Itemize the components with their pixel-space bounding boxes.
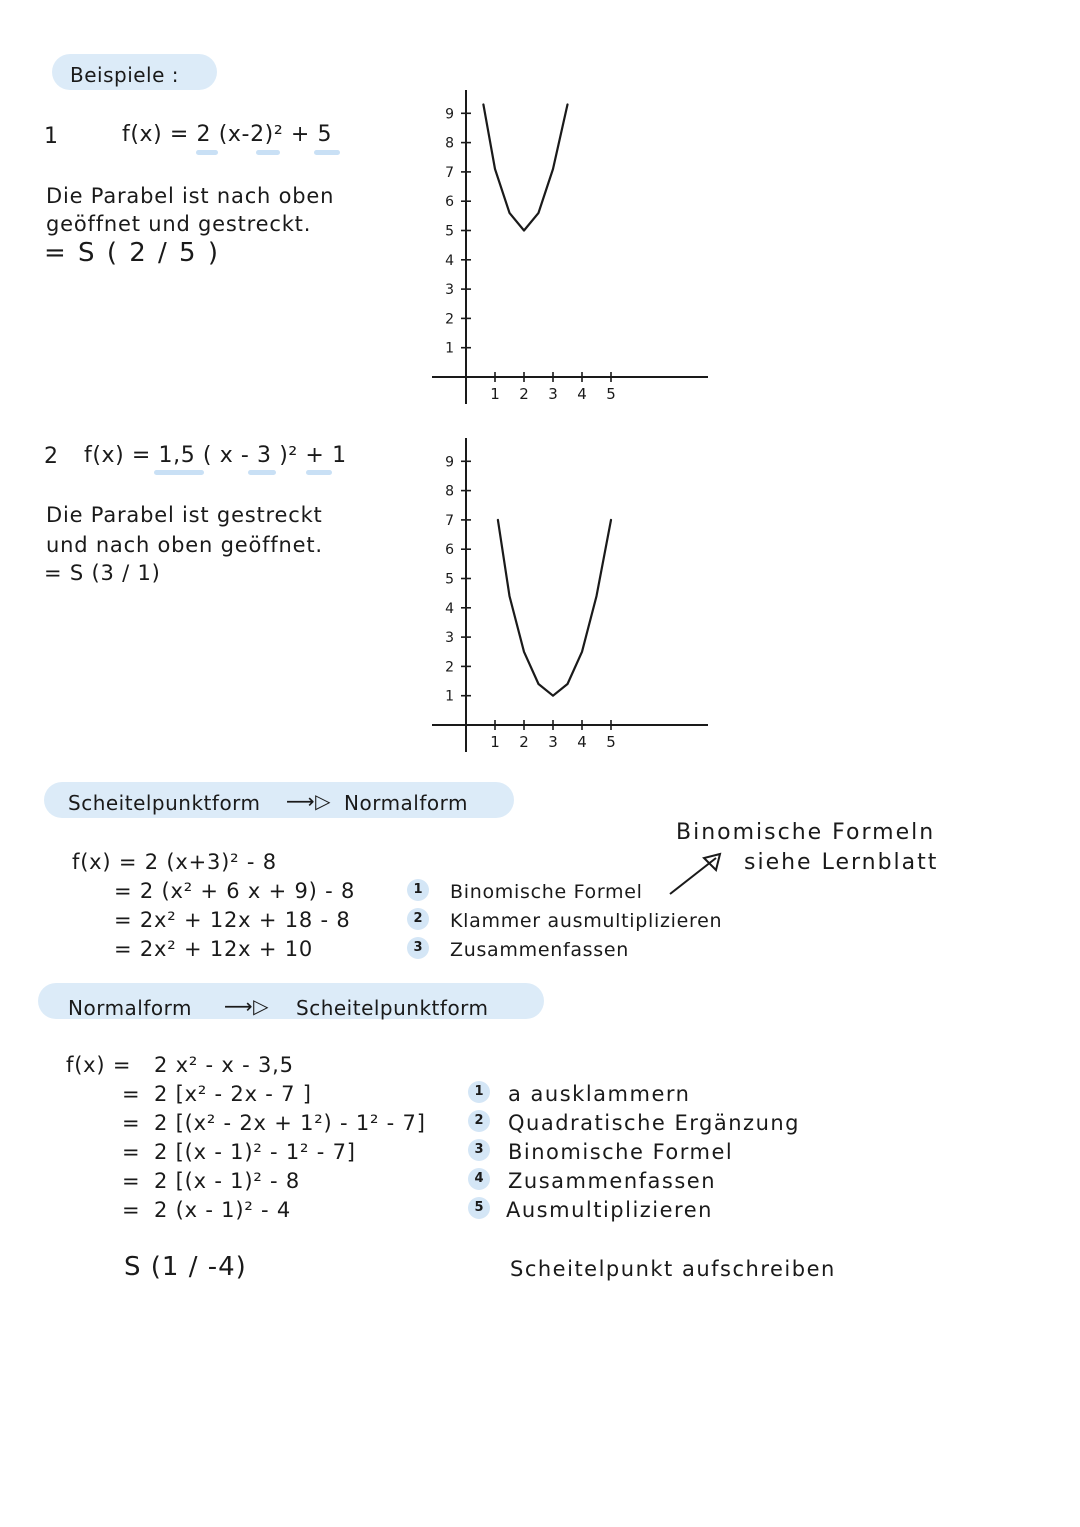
y-tick-label-9: 9	[445, 454, 454, 471]
n2s-step-5: 2 [(x - 1)² - 8	[154, 1169, 301, 1193]
highlight-a2	[154, 470, 204, 475]
n2s-note-3-badge: 3	[468, 1139, 490, 1161]
y-tick-label-1: 1	[445, 340, 454, 357]
n2s-eq-3: =	[122, 1111, 141, 1135]
parabola-curve-1	[483, 105, 567, 231]
n2s-vertex-note: Scheitelpunkt aufschreiben	[510, 1257, 836, 1281]
section-s2n-to: Normalform	[344, 791, 468, 815]
parabola-chart-2	[420, 430, 720, 760]
x-tick-label-2: 2	[519, 385, 529, 403]
s2n-note-2: Klammer ausmultiplizieren	[450, 910, 723, 932]
n2s-note-4: Zusammenfassen	[508, 1169, 717, 1193]
s2n-note-3: Zusammenfassen	[450, 939, 630, 961]
highlight-e2	[306, 470, 332, 475]
n2s-vertex: S (1 / -4)	[124, 1252, 247, 1282]
n2s-eq-5: =	[122, 1169, 141, 1193]
n2s-step-6: 2 (x - 1)² - 4	[154, 1198, 292, 1222]
y-tick-label-4: 4	[445, 252, 454, 269]
s2n-note-2-badge: 2	[407, 908, 429, 930]
x-tick-label-3: 3	[548, 385, 558, 403]
section-n2s-arrow: ⟶▷	[224, 994, 270, 1018]
x-tick-label-5: 5	[606, 385, 616, 403]
n2s-label: f(x) =	[66, 1053, 132, 1077]
y-tick-label-1: 1	[445, 688, 454, 705]
s2n-step-2: = 2 (x² + 6 x + 9) - 8	[114, 879, 356, 903]
side-note-line2: siehe Lernblatt	[744, 850, 939, 875]
s2n-note-1: Binomische Formel	[450, 881, 643, 903]
s2n-note-1-badge: 1	[407, 879, 429, 901]
x-tick-label-4: 4	[577, 733, 587, 751]
y-tick-label-6: 6	[445, 194, 454, 211]
section-n2s-from: Normalform	[68, 996, 192, 1020]
example2-vertex: = S (3 / 1)	[44, 561, 161, 585]
section-s2n-arrow: ⟶▷	[286, 789, 332, 813]
examples-heading: Beispiele :	[70, 63, 180, 87]
x-tick-label-5: 5	[606, 733, 616, 751]
y-tick-label-9: 9	[445, 106, 454, 123]
n2s-note-2-badge: 2	[468, 1110, 490, 1132]
n2s-step-2: 2 [x² - 2x - 7 ]	[154, 1082, 312, 1106]
n2s-eq-6: =	[122, 1198, 141, 1222]
y-tick-label-7: 7	[445, 164, 454, 181]
s2n-step-4: = 2x² + 12x + 10	[114, 937, 314, 961]
s2n-step-1: f(x) = 2 (x+3)² - 8	[72, 850, 277, 874]
example1-vertex: = S ( 2 / 5 )	[44, 238, 221, 268]
n2s-step-4: 2 [(x - 1)² - 1² - 7]	[154, 1140, 356, 1164]
y-tick-label-6: 6	[445, 542, 454, 559]
example1-number: 1	[44, 124, 59, 149]
y-tick-label-5: 5	[445, 223, 454, 240]
example2-line1: Die Parabel ist gestreckt	[46, 503, 323, 527]
n2s-eq-4: =	[122, 1140, 141, 1164]
highlight-d	[256, 150, 280, 155]
side-note-arrow	[664, 850, 734, 900]
section-n2s-to: Scheitelpunktform	[296, 996, 489, 1020]
example1-line2: geöffnet und gestreckt.	[46, 212, 312, 236]
n2s-note-1-badge: 1	[468, 1081, 490, 1103]
n2s-step-1: 2 x² - x - 3,5	[154, 1053, 294, 1077]
x-tick-label-1: 1	[490, 385, 500, 403]
x-tick-label-2: 2	[519, 733, 529, 751]
n2s-note-1: a ausklammern	[508, 1082, 691, 1106]
example2-number: 2	[44, 444, 59, 469]
y-tick-label-5: 5	[445, 571, 454, 588]
x-tick-label-1: 1	[490, 733, 500, 751]
y-tick-label-8: 8	[445, 483, 454, 500]
example1-line1: Die Parabel ist nach oben	[46, 184, 335, 208]
example1-formula: f(x) = 2 (x-2)² + 5	[122, 122, 333, 147]
parabola-curve-1	[498, 520, 611, 696]
n2s-note-5-badge: 5	[468, 1197, 490, 1219]
example2-line2: und nach oben geöffnet.	[46, 533, 323, 557]
n2s-note-3: Binomische Formel	[508, 1140, 734, 1164]
y-tick-label-4: 4	[445, 600, 454, 617]
highlight-d2	[248, 470, 276, 475]
n2s-note-5: Ausmultiplizieren	[506, 1198, 713, 1222]
x-tick-label-4: 4	[577, 385, 587, 403]
parabola-chart-1	[420, 82, 720, 412]
s2n-step-3: = 2x² + 12x + 18 - 8	[114, 908, 351, 932]
n2s-eq-2: =	[122, 1082, 141, 1106]
highlight-a	[196, 150, 218, 155]
highlight-e	[314, 150, 340, 155]
side-note-line1: Binomische Formeln	[676, 820, 936, 845]
n2s-note-4-badge: 4	[468, 1168, 490, 1190]
y-tick-label-2: 2	[445, 311, 454, 328]
s2n-note-3-badge: 3	[407, 937, 429, 959]
n2s-step-3: 2 [(x² - 2x + 1²) - 1² - 7]	[154, 1111, 426, 1135]
example2-formula: f(x) = 1,5 ( x - 3 )² + 1	[84, 443, 347, 468]
y-tick-label-2: 2	[445, 659, 454, 676]
section-s2n-from: Scheitelpunktform	[68, 791, 261, 815]
y-tick-label-8: 8	[445, 135, 454, 152]
x-tick-label-3: 3	[548, 733, 558, 751]
n2s-note-2: Quadratische Ergänzung	[508, 1111, 801, 1135]
y-tick-label-3: 3	[445, 282, 454, 299]
y-tick-label-3: 3	[445, 630, 454, 647]
y-tick-label-7: 7	[445, 512, 454, 529]
